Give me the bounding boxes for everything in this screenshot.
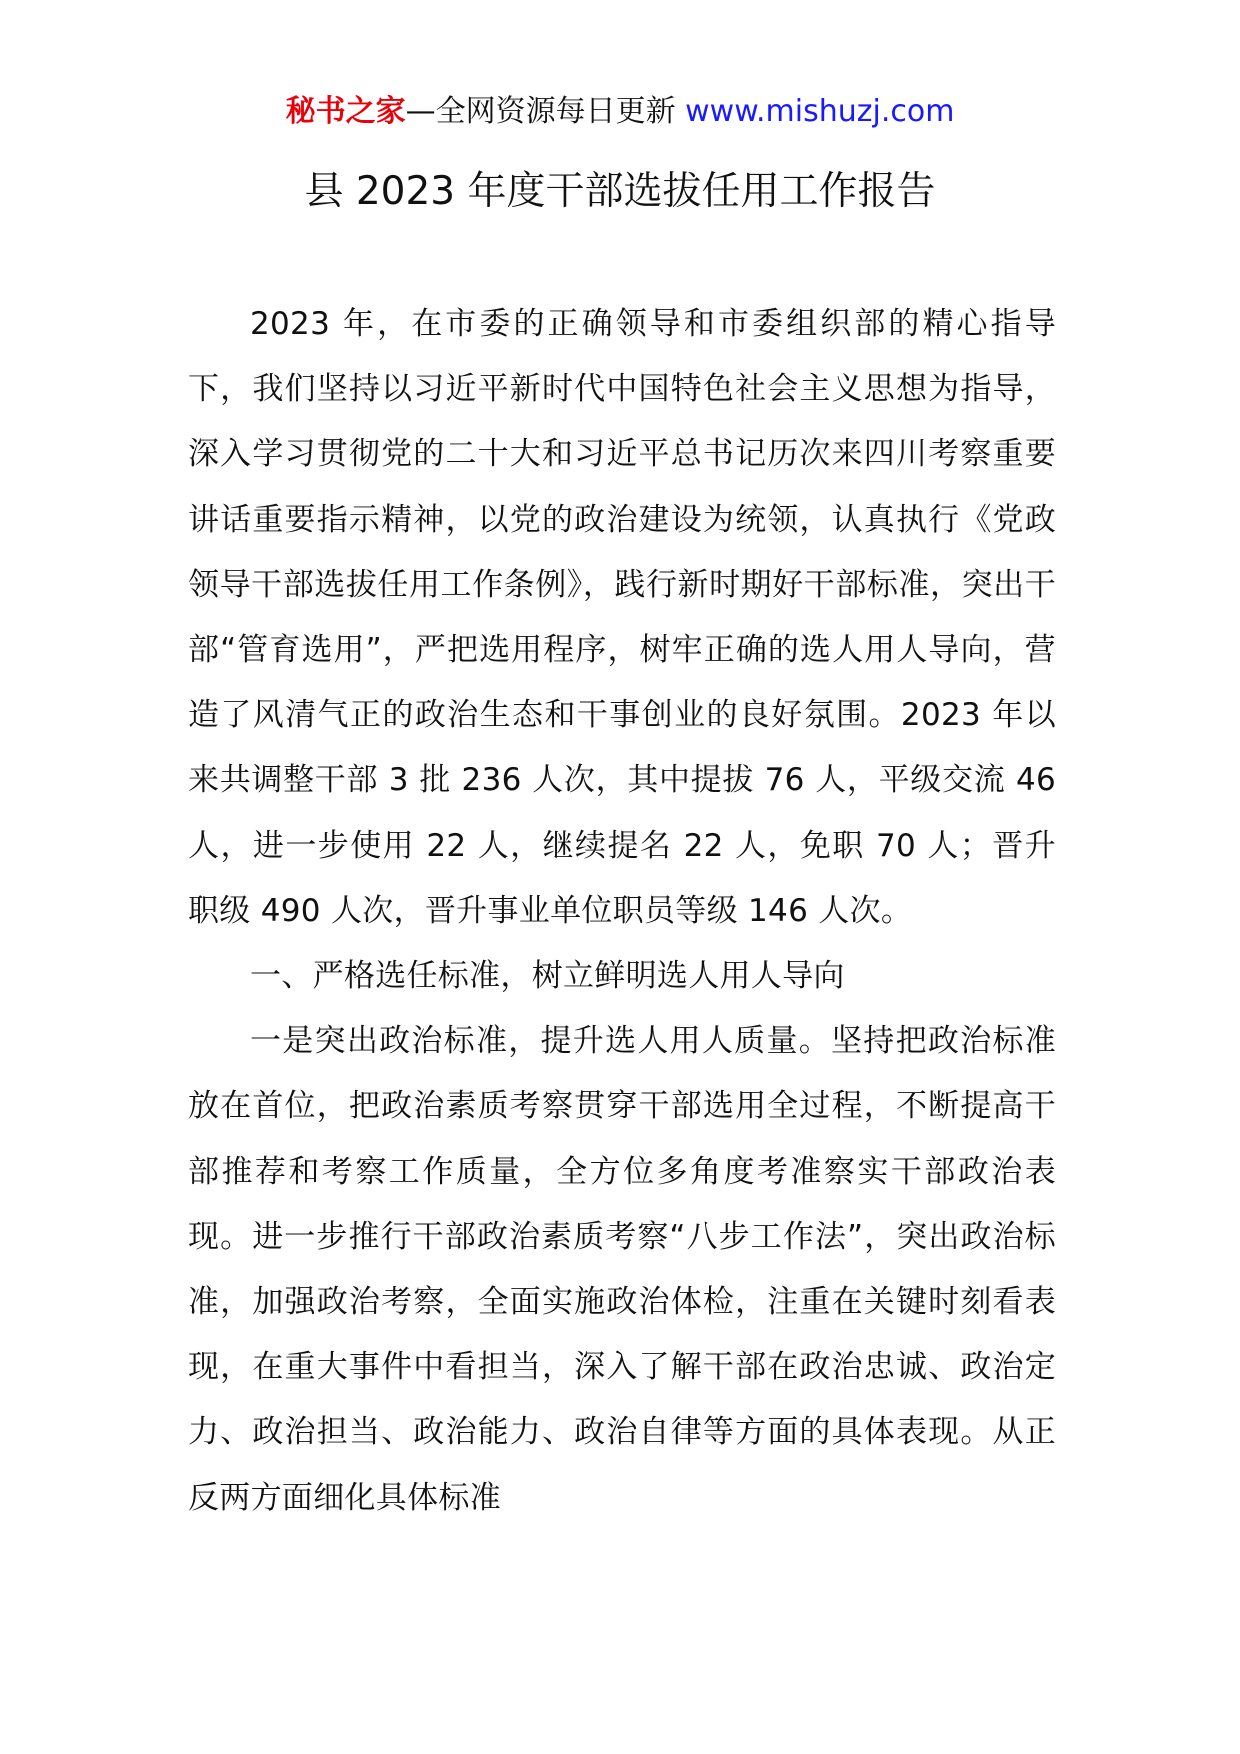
site-url-link[interactable]: www.mishuzj.com bbox=[685, 94, 955, 129]
section-heading: 一、严格选任标准，树立鲜明选人用人导向 bbox=[250, 958, 845, 995]
header-tagline: —全网资源每日更新 bbox=[405, 94, 676, 129]
document-title: 县 2023 年度干部选拔任用工作报告 bbox=[304, 169, 936, 214]
document-body bbox=[188, 292, 1056, 1531]
section-paragraph: 一是突出政治标准，提升选人用人质量。坚持把政治标准放在首位，把政治素质考察贯穿干部选用全过程，不断提高干部推荐和考察工作质量，全方位多角度考准察实干部政治表现。进一步推行干部政治素质考察“八步工作法”，突出政治标准，加强政治考察，全面实施政治体检，注重在关键时刻看表现，在重大事件中看担当，深入了解干部在政治忠诚、政治定力、政治担当、政治能力、政治自律等方面的具体表现。从正反两方面细化具体标准 bbox=[188, 1023, 1056, 1516]
site-header bbox=[0, 92, 1240, 132]
intro-paragraph: 2023 年，在市委的正确领导和市委组织部的精心指导下，我们坚持以习近平新时代中国特色社会主义思想为指导，深入学习贯彻党的二十大和习近平总书记历次来四川考察重要讲话重要指示精神，以党的政治建设为统领，认真执行《党政领导干部选拔任用工作条例》，践行新时期好干部标准，突出干部“管育选用”，严把选用程序，树牢正确的选人用人导向，营造了风清气正的政治生态和干事创业的良好氛围。2023 年以来共调整干部 3 批 236 人次，其中提拔 76 人，平级交流 46 人，进一步使用 22 人，继续提名 22 人，免职 70 人；晋升职级 490 人次，晋升事业单位职员等级 146 人次。 bbox=[188, 306, 1056, 929]
brand-name: 秘书之家 bbox=[285, 94, 406, 129]
